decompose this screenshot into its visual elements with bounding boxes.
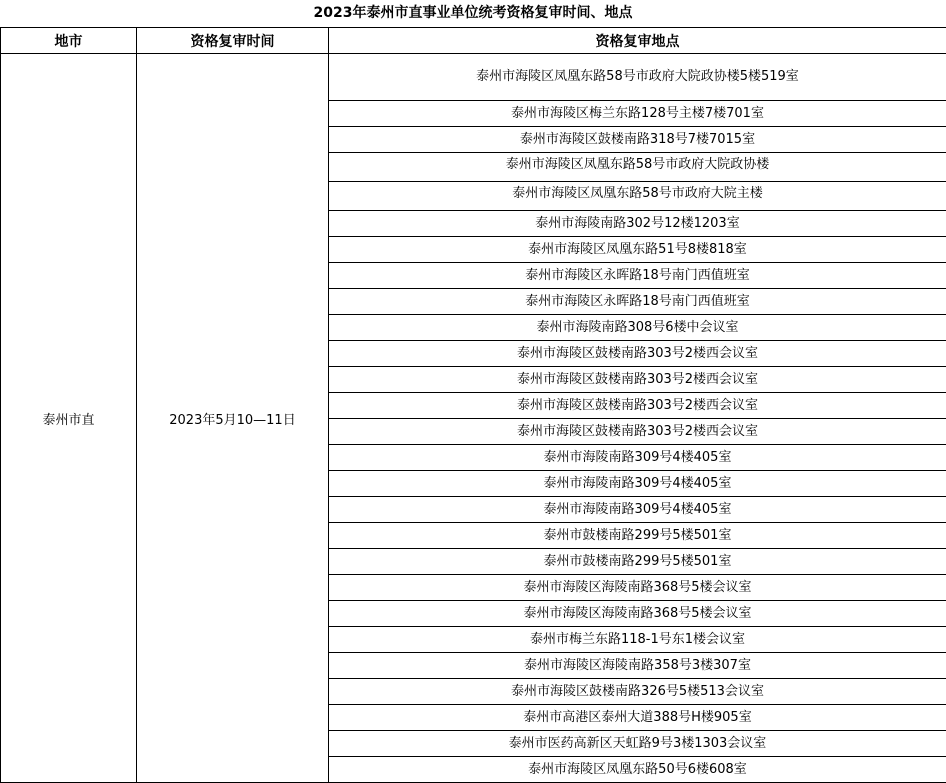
place-cell	[329, 127, 946, 153]
city-cell: 泰州市直	[1, 54, 137, 783]
place-text: 泰州市海陵区永晖路18号南门西值班室	[525, 269, 750, 283]
place-text: 泰州市海陵区鼓楼南路318号7楼7015室	[520, 133, 755, 147]
place-cell	[329, 549, 946, 575]
place-cell	[329, 731, 946, 757]
place-text: 泰州市海陵区海陵南路368号5楼会议室	[523, 607, 751, 621]
place-text: 泰州市海陵区鼓楼南路303号2楼西会议室	[517, 399, 758, 413]
place-cell-box	[329, 549, 946, 574]
place-cell	[329, 341, 946, 367]
place-cell	[329, 653, 946, 679]
place-text: 泰州市海陵南路309号4楼405室	[544, 451, 732, 465]
place-cell-box	[329, 341, 946, 366]
place-cell	[329, 315, 946, 341]
place-cell-box	[329, 289, 946, 314]
place-cell	[329, 182, 946, 211]
review-table	[0, 27, 946, 783]
place-text: 泰州市海陵区海陵南路358号3楼307室	[524, 659, 751, 673]
place-cell	[329, 153, 946, 182]
place-cell-box	[329, 367, 946, 392]
column-header-city: 地市	[1, 28, 137, 54]
place-cell-box	[329, 153, 946, 181]
place-text: 泰州市梅兰东路118-1号东1楼会议室	[530, 633, 745, 647]
header-row	[1, 28, 946, 54]
place-text: 泰州市海陵区凤凰东路58号市政府大院政协楼	[506, 156, 770, 173]
sheet-title: 2023年泰州市直事业单位统考资格复审时间、地点	[0, 0, 946, 27]
place-text: 泰州市海陵区梅兰东路128号主楼7楼701室	[511, 107, 764, 121]
place-cell-box	[329, 653, 946, 678]
place-text: 泰州市海陵区凤凰东路58号市政府大院主楼	[512, 185, 763, 202]
column-header-time: 资格复审时间	[137, 28, 329, 54]
place-text: 泰州市海陵区鼓楼南路303号2楼西会议室	[517, 425, 758, 439]
place-cell-box	[329, 101, 946, 126]
place-cell-box	[329, 601, 946, 626]
place-cell-box	[329, 757, 946, 782]
place-text: 泰州市海陵区鼓楼南路303号2楼西会议室	[517, 373, 758, 387]
place-cell-box	[329, 237, 946, 262]
place-cell	[329, 445, 946, 471]
place-text: 泰州市海陵区永晖路18号南门西值班室	[525, 295, 750, 309]
place-text: 泰州市海陵区凤凰东路51号8楼818室	[528, 243, 747, 257]
place-cell-box	[329, 419, 946, 444]
place-cell	[329, 367, 946, 393]
place-cell	[329, 419, 946, 445]
place-cell	[329, 523, 946, 549]
place-cell-box	[329, 211, 946, 236]
place-text: 泰州市医药高新区天虹路9号3楼1303会议室	[509, 737, 767, 751]
place-cell	[329, 627, 946, 653]
place-cell	[329, 575, 946, 601]
place-text: 泰州市海陵区凤凰东路58号市政府大院政协楼5楼519室	[476, 70, 799, 84]
place-cell-box	[329, 705, 946, 730]
place-text: 泰州市海陵区凤凰东路50号6楼608室	[528, 763, 747, 777]
place-cell	[329, 101, 946, 127]
place-cell-box	[329, 315, 946, 340]
place-cell	[329, 705, 946, 731]
place-cell	[329, 757, 946, 783]
place-cell	[329, 289, 946, 315]
place-cell-box	[329, 575, 946, 600]
place-cell-box	[329, 471, 946, 496]
column-header-place: 资格复审地点	[329, 28, 946, 54]
place-cell-box	[329, 679, 946, 704]
place-text: 泰州市高港区泰州大道388号H楼905室	[523, 711, 751, 725]
time-cell: 2023年5月10—11日	[137, 54, 329, 783]
place-cell-box	[329, 182, 946, 210]
place-cell-box	[329, 445, 946, 470]
place-cell	[329, 54, 946, 101]
place-cell	[329, 263, 946, 289]
place-cell-box	[329, 627, 946, 652]
place-cell-box	[329, 127, 946, 152]
place-text: 泰州市海陵区鼓楼南路303号2楼西会议室	[517, 347, 758, 361]
place-cell-box	[329, 497, 946, 522]
place-cell-box	[329, 523, 946, 548]
place-cell-box	[329, 393, 946, 418]
place-cell	[329, 601, 946, 627]
place-cell	[329, 471, 946, 497]
place-cell	[329, 393, 946, 419]
place-text: 泰州市海陵区鼓楼南路326号5楼513会议室	[511, 685, 764, 699]
place-text: 泰州市海陵区海陵南路368号5楼会议室	[523, 581, 751, 595]
place-cell	[329, 237, 946, 263]
place-cell-box	[329, 263, 946, 288]
place-cell	[329, 679, 946, 705]
place-text: 泰州市海陵南路308号6楼中会议室	[536, 321, 738, 335]
place-cell	[329, 211, 946, 237]
place-text: 泰州市海陵南路302号12楼1203室	[535, 217, 739, 231]
place-cell-box	[329, 54, 946, 100]
place-cell	[329, 497, 946, 523]
table-row	[1, 54, 946, 101]
place-text: 泰州市鼓楼南路299号5楼501室	[544, 529, 732, 543]
place-text: 泰州市海陵南路309号4楼405室	[544, 477, 732, 491]
place-text: 泰州市鼓楼南路299号5楼501室	[544, 555, 732, 569]
place-cell-box	[329, 731, 946, 756]
place-text: 泰州市海陵南路309号4楼405室	[544, 503, 732, 517]
